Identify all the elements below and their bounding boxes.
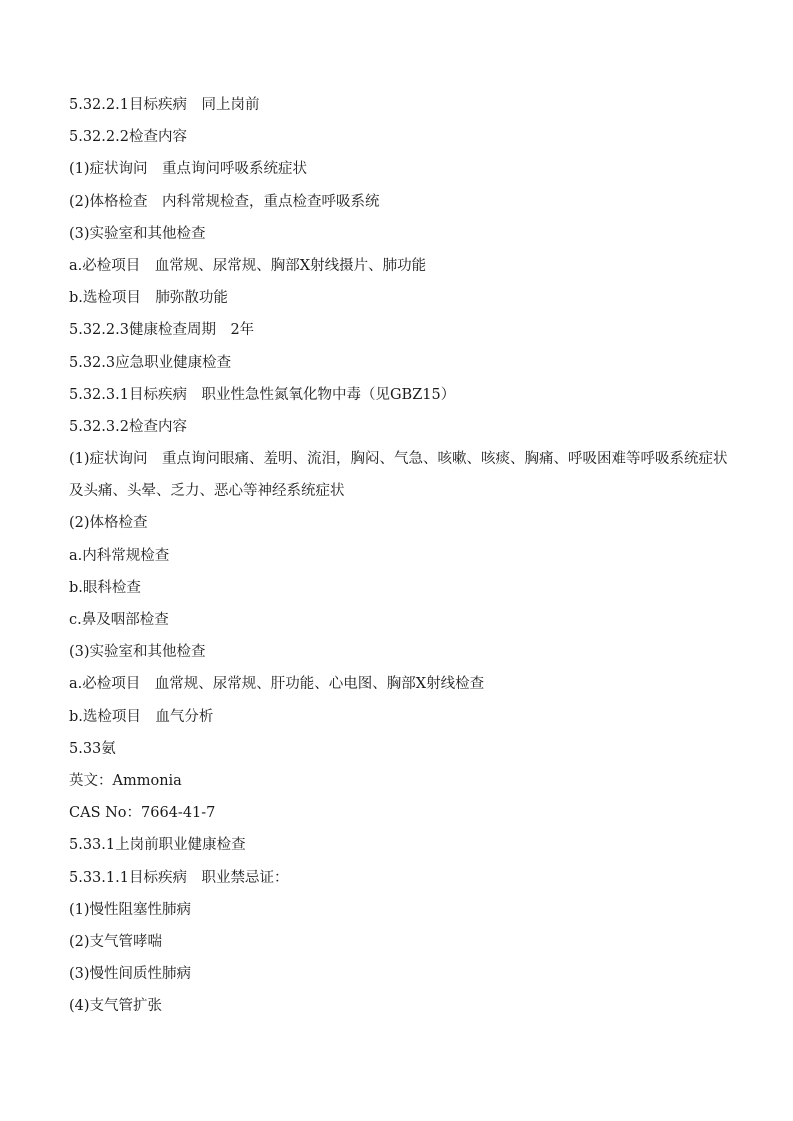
text-line: a.必检项目 血常规、尿常规、胸部X射线摄片、肺功能 <box>69 257 427 274</box>
text-line: (2)体格检查 内科常规检查，重点检查呼吸系统 <box>69 193 380 210</box>
text-line: (2)支气管哮喘 <box>69 933 163 950</box>
text-line: 5.33.1.1目标疾病 职业禁忌证： <box>69 869 289 886</box>
text-paragraph: (1)症状询问 重点询问眼痛、羞明、流泪，胸闷、气急、咳嗽、咳痰、胸痛、呼吸困难等呼吸系统症状及头痛、头晕、乏力、恶心等神经系统症状 <box>69 451 728 500</box>
text-line: (4)支气管扩张 <box>69 998 163 1015</box>
text-line: 英文：Ammonia <box>69 772 182 789</box>
text-line: (3)实验室和其他检查 <box>69 644 206 661</box>
text-line: b.眼科检查 <box>69 579 141 596</box>
text-line: (1)慢性阻塞性肺病 <box>69 901 192 918</box>
text-line: (1)症状询问 重点询问呼吸系统症状 <box>69 161 308 178</box>
text-line: b.选检项目 肺弥散功能 <box>69 290 228 307</box>
text-line: a.必检项目 血常规、尿常规、肝功能、心电图、胸部X射线检查 <box>69 676 485 693</box>
text-line: a.内科常规检查 <box>69 547 170 564</box>
text-line: 5.32.2.1目标疾病 同上岗前 <box>69 97 260 113</box>
document-body <box>69 93 731 1026</box>
text-line: 5.32.3.2检查内容 <box>69 418 187 435</box>
text-line: 5.32.2.3健康检查周期 2年 <box>69 322 255 339</box>
text-line: b.选检项目 血气分析 <box>69 708 214 725</box>
text-line: (3)慢性间质性肺病 <box>69 966 192 983</box>
text-line: 5.32.3应急职业健康检查 <box>69 354 232 371</box>
section-heading: 5.33氨 <box>69 740 116 757</box>
text-line: 5.32.3.1目标疾病 职业性急性氮氧化物中毒（见GBZ15） <box>69 386 456 403</box>
text-line: 5.33.1上岗前职业健康检查 <box>69 837 246 854</box>
text-line: (3)实验室和其他检查 <box>69 225 206 242</box>
text-line: 5.32.2.2检查内容 <box>69 129 187 146</box>
text-line: (2)体格检查 <box>69 515 148 532</box>
text-line: CAS No：7664-41-7 <box>69 805 216 822</box>
text-line: c.鼻及咽部检查 <box>69 612 169 629</box>
